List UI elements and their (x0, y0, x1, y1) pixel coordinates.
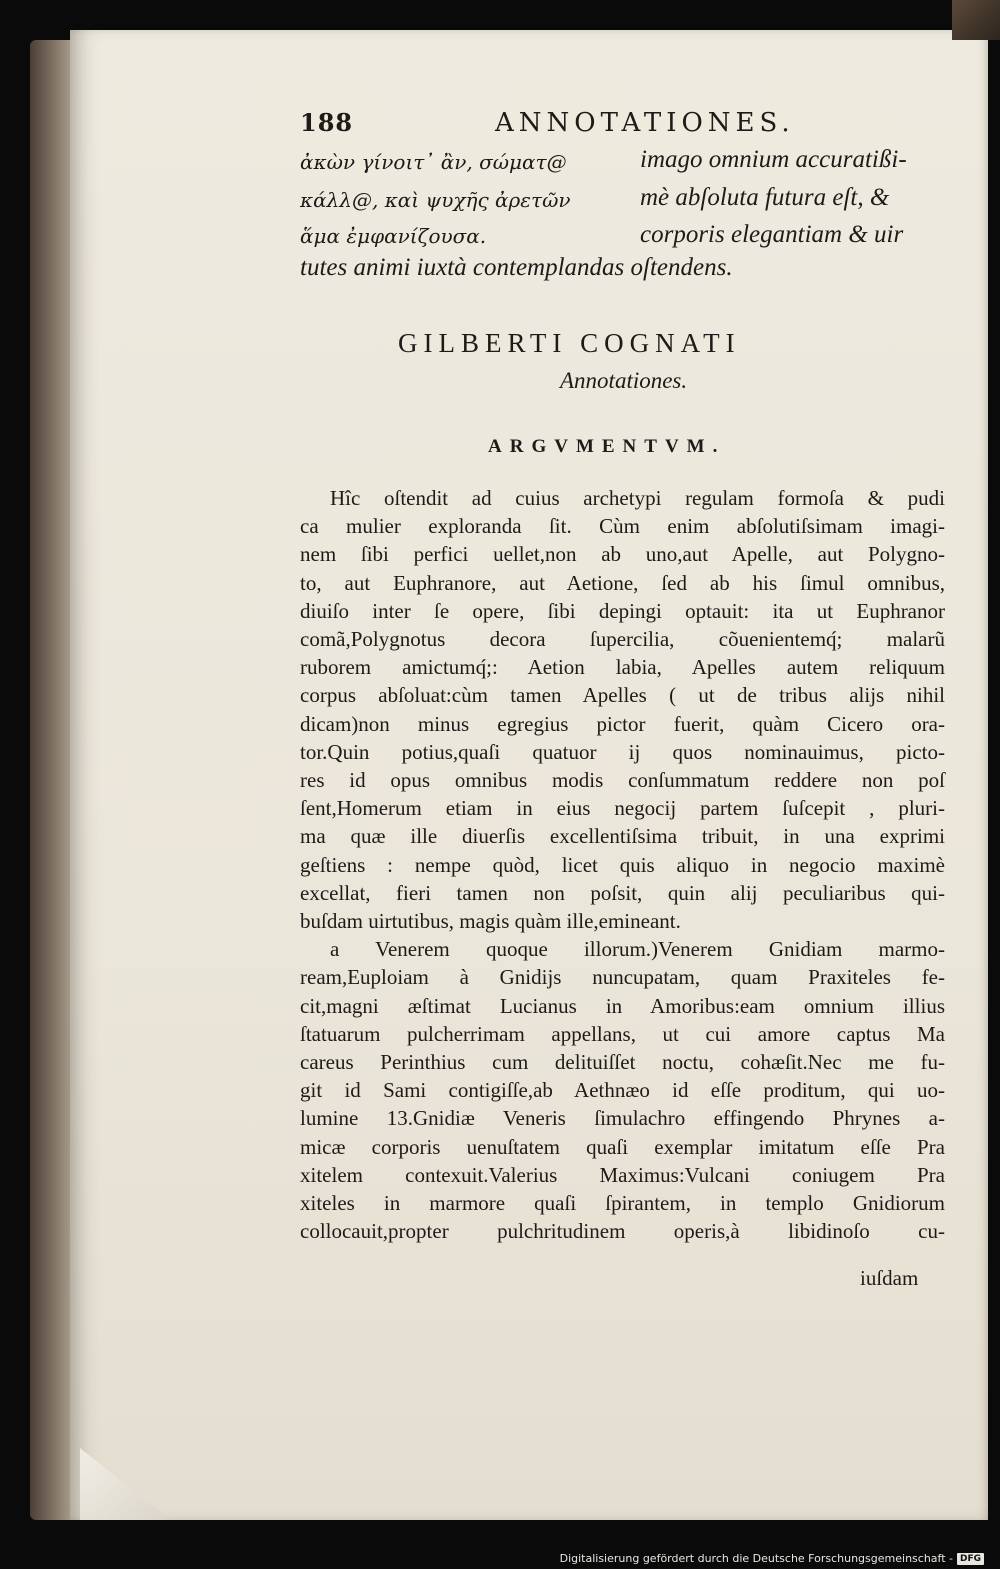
latin-line-1: imago omnium accuratißi- (640, 146, 907, 173)
latin-line-2: mè abſoluta futura eſt, & (640, 184, 890, 211)
body-line: diuiſo inter ſe opere, ſibi depingi optauit: ita ut Euphranor (300, 598, 945, 623)
body-line: micæ corporis uenuſtatem quaſi exemplar imitatum eſſe Pra (300, 1134, 945, 1159)
body-line: a Venerem quoque illorum.)Venerem Gnidiam marmo- (330, 937, 945, 962)
body-line: comã,Polygnotus decora ſupercilia, cõuenientemq́; malarũ (300, 627, 945, 651)
body-line: ca mulier exploranda ſit. Cùm enim abſolutiſsimam imagi- (300, 514, 945, 539)
argumentum-label: ARGVMENTVM. (488, 436, 726, 457)
body-line: lumine 13.Gnidiæ Veneris ſimulachro effingendo Phrynes a- (300, 1106, 945, 1131)
body-line: xiteles in marmore quaſi ſpirantem, in templo Gnidiorum (300, 1191, 945, 1215)
footer-text: Digitalisierung gefördert durch die Deutsche Forschungsgemeinschaft - (559, 1552, 953, 1565)
digitization-footer (560, 1552, 984, 1565)
body-line: excellat, fieri tamen non poſsit, quin alij peculiaribus qui- (300, 880, 945, 905)
body-line: Hîc oſtendit ad cuius archetypi regulam formoſa & pudi (330, 486, 945, 510)
latin-line-3: corporis elegantiam & uir (640, 221, 904, 248)
body-line: ſtatuarum pulcherrimam appellans, ut cui amore captus Ma (300, 1021, 945, 1046)
body-line: xitelem contexuit.Valerius Maximus:Vulcani coniugem Pra (300, 1162, 945, 1187)
section-heading: GILBERTI COGNATI (398, 328, 741, 358)
latin-continuation: tutes animi iuxtà contemplandas oſtendens. (300, 254, 733, 281)
page-number: 188 (300, 108, 354, 137)
body-line: ſent,Homerum etiam in eius negocij partem ſuſcepit , pluri- (300, 796, 945, 821)
body-line: collocauit,propter pulchritudinem operis,à libidinoſo cu- (300, 1219, 945, 1244)
body-line: dicam)non minus egregius pictor fuerit, quàm Cicero ora- (300, 711, 945, 736)
body-line: ruborem amictumq́;: Aetion labia, Apelles autem reliquum (300, 655, 945, 680)
body-line: geſtiens : nempe quòd, licet quis aliquo in negocio maximè (300, 852, 945, 877)
body-line: ma quæ ille diuerſis excellentiſsima tribuit, in una exprimi (300, 824, 945, 849)
greek-line-3: ἅμα ἐμφανίζουσα. (300, 224, 487, 248)
body-line: res id opus omnibus modis conſummatum reddere non poſ (300, 768, 945, 792)
book-spine-edge (30, 40, 70, 1520)
body-line: ream,Euploiam à Gnidijs nuncupatam, quam Praxiteles fe- (300, 965, 945, 990)
body-line: nem ſibi perfici uellet,non ab uno,aut Apelle, aut Polygno- (300, 542, 945, 567)
body-line: tor.Quin potius,quaſi quatuor ij quos nominauimus, picto- (300, 739, 945, 764)
body-line: git id Sami contigiſſe,ab Aethnæo id eſſe proditum, qui uo- (300, 1078, 945, 1103)
dfg-logo: DFG (957, 1553, 984, 1565)
body-line: cit,magni æſtimat Lucianus in Amoribus:eam omnium illius (300, 993, 945, 1018)
body-line: corpus abſoluat:cùm tamen Apelles ( ut de tribus alijs nihil (300, 683, 945, 708)
greek-line-1: ἀκὼν γίνοιτ᾽ ἂν, σώματ@ (300, 150, 567, 174)
section-subheading: Annotationes. (560, 368, 688, 393)
greek-line-2: κάλλ@, καὶ ψυχῆς ἀρετῶν (300, 188, 571, 212)
running-head (300, 108, 820, 144)
body-line: careus Perinthius cum delituiſſet noctu, cohæſit.Nec me fu- (300, 1050, 945, 1074)
running-title: ANNOTATIONES. (495, 108, 795, 138)
page-corner-shadow (952, 0, 1000, 40)
body-line: to, aut Euphranore, aut Aetione, ſed ab his ſimul omnibus, (300, 570, 945, 595)
catchword: iuſdam (860, 1266, 919, 1290)
body-line: buſdam uirtutibus, magis quàm ille,emineant. (300, 909, 681, 933)
